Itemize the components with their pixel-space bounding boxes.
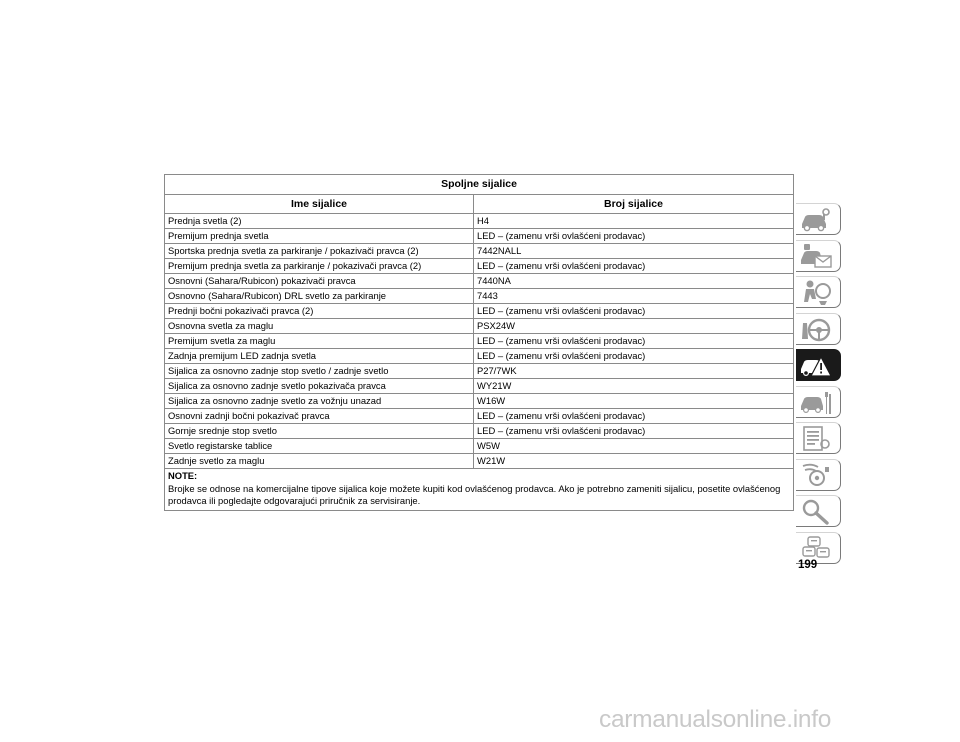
column-header-bulb-number: Broj sijalice [474, 195, 794, 214]
bulb-name-cell: Premijum svetla za maglu [165, 334, 474, 349]
bulb-name-cell: Zadnja premijum LED zadnja svetla [165, 349, 474, 364]
table-row [165, 229, 794, 244]
bulb-name-cell: Zadnje svetlo za maglu [165, 454, 474, 469]
table-row [165, 454, 794, 469]
bulb-name-cell: Osnovno (Sahara/Rubicon) DRL svetlo za parkiranje [165, 289, 474, 304]
table-row [165, 214, 794, 229]
page-number: 199 [798, 559, 818, 571]
tab-search-index[interactable] [796, 495, 841, 527]
note-label: NOTE: [168, 470, 198, 481]
table-row [165, 334, 794, 349]
table-row [165, 304, 794, 319]
tab-specifications[interactable] [796, 422, 841, 454]
bulb-name-cell: Sijalica za osnovno zadnje stop svetlo / zadnje svetlo [165, 364, 474, 379]
bulb-number-cell: P27/7WK [474, 364, 794, 379]
bulb-name-cell: Gornje srednje stop svetlo [165, 424, 474, 439]
bulb-number-cell: WY21W [474, 379, 794, 394]
table-row [165, 379, 794, 394]
bulb-number-cell: W5W [474, 439, 794, 454]
bulb-name-cell: Sportska prednja svetla za parkiranje / pokazivači pravca (2) [165, 244, 474, 259]
bulb-table [164, 174, 794, 511]
bulb-number-cell: LED – (zamenu vrši ovlašćeni prodavac) [474, 229, 794, 244]
bulb-number-cell: W21W [474, 454, 794, 469]
search-index-icon [798, 497, 832, 525]
table-row [165, 289, 794, 304]
watermark: carmanualsonline.info [599, 706, 832, 733]
bulb-number-cell: 7442NALL [474, 244, 794, 259]
table-row [165, 259, 794, 274]
bulb-number-cell: H4 [474, 214, 794, 229]
table-row [165, 439, 794, 454]
note-cell [165, 469, 794, 511]
table-row [165, 349, 794, 364]
bulb-number-cell: LED – (zamenu vrši ovlašćeni prodavac) [474, 424, 794, 439]
table-row [165, 409, 794, 424]
languages-icon [798, 534, 832, 562]
bulb-name-cell: Svetlo registarske tablice [165, 439, 474, 454]
tab-car-service[interactable] [796, 386, 841, 418]
car-key-icon [798, 205, 832, 233]
car-hazard-icon [798, 351, 832, 379]
bulb-name-cell: Premijum prednja svetla za parkiranje / pokazivači pravca (2) [165, 259, 474, 274]
table-body [165, 214, 794, 469]
tab-steering-wheel[interactable] [796, 313, 841, 345]
tab-car-key[interactable] [796, 203, 841, 235]
table-row [165, 319, 794, 334]
bulb-name-cell: Osnovna svetla za maglu [165, 319, 474, 334]
table-row [165, 244, 794, 259]
bulb-name-cell: Prednja svetla (2) [165, 214, 474, 229]
table-row [165, 424, 794, 439]
bulb-number-cell: PSX24W [474, 319, 794, 334]
bulb-number-cell: LED – (zamenu vrši ovlašćeni prodavac) [474, 349, 794, 364]
bulb-number-cell: LED – (zamenu vrši ovlašćeni prodavac) [474, 334, 794, 349]
multimedia-icon [798, 461, 832, 489]
bulb-name-cell: Sijalica za osnovno zadnje svetlo za vožnju unazad [165, 394, 474, 409]
table-title-row [165, 175, 794, 195]
bulb-name-cell: Premijum prednja svetla [165, 229, 474, 244]
chapter-tabs [796, 203, 841, 568]
tab-car-message[interactable] [796, 240, 841, 272]
bulb-number-cell: 7440NA [474, 274, 794, 289]
bulb-name-cell: Prednji bočni pokazivači pravca (2) [165, 304, 474, 319]
tab-multimedia[interactable] [796, 459, 841, 491]
car-service-icon [798, 388, 832, 416]
column-header-bulb-name: Ime sijalice [165, 195, 474, 214]
tab-car-hazard[interactable] [796, 349, 841, 381]
bulb-name-cell: Sijalica za osnovno zadnje svetlo pokazivača pravca [165, 379, 474, 394]
bulb-number-cell: LED – (zamenu vrši ovlašćeni prodavac) [474, 409, 794, 424]
note-row [165, 469, 794, 511]
specifications-list-icon [798, 424, 832, 452]
bulb-number-cell: LED – (zamenu vrši ovlašćeni prodavac) [474, 304, 794, 319]
bulb-number-cell: LED – (zamenu vrši ovlašćeni prodavac) [474, 259, 794, 274]
table-row [165, 394, 794, 409]
table-row [165, 364, 794, 379]
note-text: Brojke se odnose na komercijalne tipove sijalica koje možete kupiti kod ovlašćenog prodavca. Ako je potrebno zameniti sijalicu, posetite ovlašćenog prodavca ili pogledajte odgovarajući priručnik za servisiranje. [168, 482, 781, 507]
table-title: Spoljne sijalice [165, 175, 794, 195]
steering-wheel-icon [798, 315, 832, 343]
airbag-person-icon [798, 278, 832, 306]
table-row [165, 274, 794, 289]
bulb-number-cell: W16W [474, 394, 794, 409]
bulb-number-cell: 7443 [474, 289, 794, 304]
bulb-name-cell: Osnovni (Sahara/Rubicon) pokazivači pravca [165, 274, 474, 289]
bulb-name-cell: Osnovni zadnji bočni pokazivač pravca [165, 409, 474, 424]
tab-airbag[interactable] [796, 276, 841, 308]
car-message-icon [798, 242, 832, 270]
table-header-row [165, 195, 794, 214]
